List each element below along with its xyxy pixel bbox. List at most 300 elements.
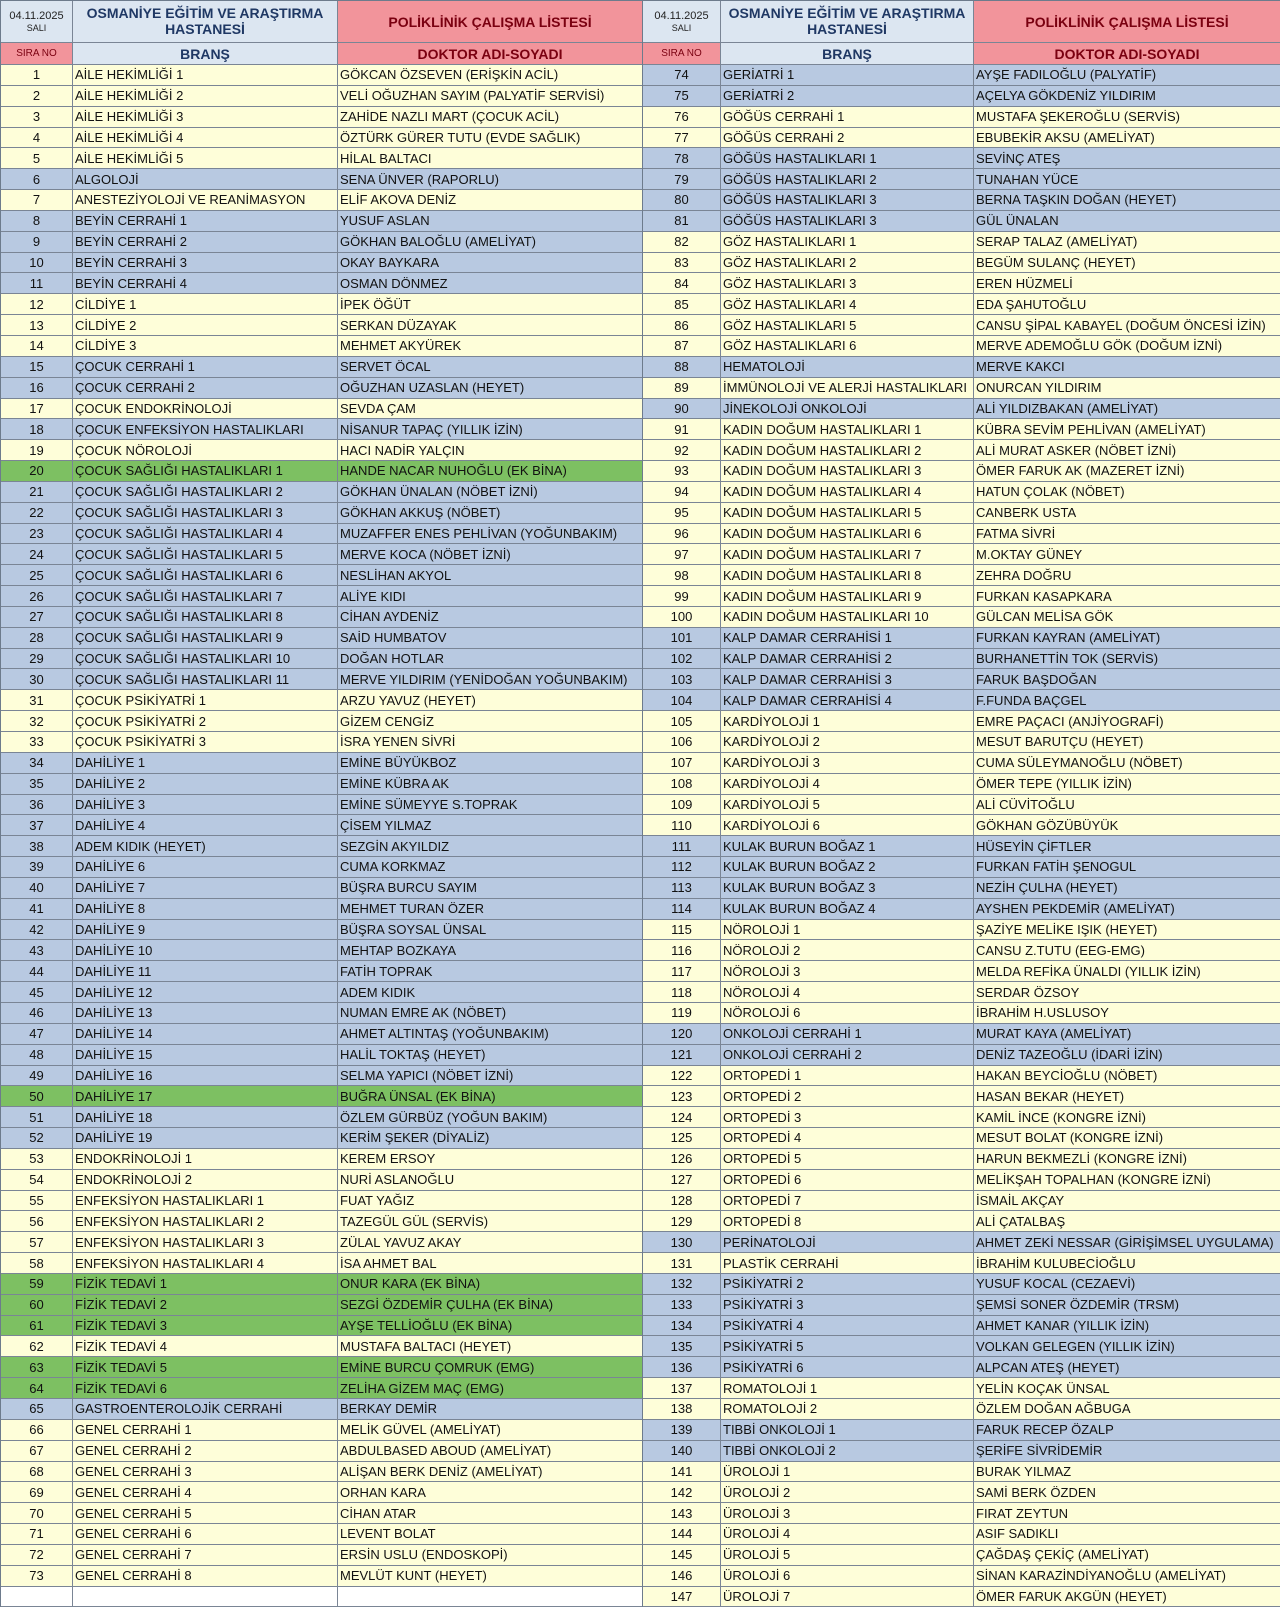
row-doctor: ŞEMSİ SONER ÖZDEMİR (TRSM)	[974, 1295, 1280, 1316]
row-branch: ÇOCUK SAĞLIĞI HASTALIKLARI 3	[73, 503, 338, 524]
row-branch: CİLDİYE 2	[73, 315, 338, 336]
row-branch	[73, 1587, 338, 1607]
row-branch: GÖZ HASTALIKLARI 6	[721, 336, 974, 357]
row-branch: ÇOCUK PSİKİYATRİ 3	[73, 732, 338, 753]
row-branch: KARDİYOLOJİ 5	[721, 795, 974, 816]
row-doctor: CUMA KORKMAZ	[338, 857, 643, 878]
row-number: 104	[643, 690, 721, 711]
row-branch: GÖĞÜS CERRAHİ 2	[721, 128, 974, 149]
row-number: 12	[1, 294, 73, 315]
row-branch: ÇOCUK SAĞLIĞI HASTALIKLARI 6	[73, 565, 338, 586]
row-doctor: MEVLÜT KUNT (HEYET)	[338, 1566, 643, 1587]
row-branch: KADIN DOĞUM HASTALIKLARI 10	[721, 607, 974, 628]
row-branch: GENEL CERRAHİ 5	[73, 1503, 338, 1524]
row-branch: DAHİLİYE 18	[73, 1107, 338, 1128]
row-doctor: ALİYE KIDI	[338, 586, 643, 607]
row-doctor: HASAN BEKAR (HEYET)	[974, 1086, 1280, 1107]
row-number: 135	[643, 1336, 721, 1357]
date-text: 04.11.2025	[9, 9, 64, 22]
row-doctor: ONURCAN YILDIRIM	[974, 378, 1280, 399]
row-doctor: CANSU Z.TUTU (EEG-EMG)	[974, 940, 1280, 961]
row-branch: ORTOPEDİ 4	[721, 1128, 974, 1149]
row-doctor: CANSU ŞİPAL KABAYEL (DOĞUM ÖNCESİ İZİN)	[974, 315, 1280, 336]
row-doctor: HARUN BEKMEZLİ (KONGRE İZNİ)	[974, 1149, 1280, 1170]
row-doctor: YUSUF KOCAL (CEZAEVİ)	[974, 1274, 1280, 1295]
row-branch: BEYİN CERRAHİ 2	[73, 232, 338, 253]
row-number: 6	[1, 169, 73, 190]
row-branch: KADIN DOĞUM HASTALIKLARI 1	[721, 419, 974, 440]
row-branch: JİNEKOLOJİ ONKOLOJİ	[721, 399, 974, 420]
row-number: 70	[1, 1503, 73, 1524]
row-doctor: SENA ÜNVER (RAPORLU)	[338, 169, 643, 190]
row-branch: ENFEKSİYON HASTALIKLARI 3	[73, 1232, 338, 1253]
row-number: 49	[1, 1066, 73, 1087]
row-branch: ROMATOLOJİ 1	[721, 1378, 974, 1399]
row-number: 4	[1, 128, 73, 149]
row-number: 35	[1, 774, 73, 795]
row-doctor: ERSİN USLU (ENDOSKOPİ)	[338, 1545, 643, 1566]
row-branch: ENFEKSİYON HASTALIKLARI 4	[73, 1253, 338, 1274]
row-doctor: CİHAN AYDENİZ	[338, 607, 643, 628]
row-number: 25	[1, 565, 73, 586]
row-doctor: NESLİHAN AKYOL	[338, 565, 643, 586]
row-number: 9	[1, 232, 73, 253]
row-doctor: OKAY BAYKARA	[338, 253, 643, 274]
row-doctor: ALİ YILDIZBAKAN (AMELİYAT)	[974, 399, 1280, 420]
row-doctor: HÜSEYİN ÇİFTLER	[974, 836, 1280, 857]
row-doctor: HATUN ÇOLAK (NÖBET)	[974, 482, 1280, 503]
row-doctor: ZAHİDE NAZLI MART (ÇOCUK ACİL)	[338, 107, 643, 128]
row-number: 64	[1, 1378, 73, 1399]
row-branch: KADIN DOĞUM HASTALIKLARI 6	[721, 524, 974, 545]
row-number: 38	[1, 836, 73, 857]
row-doctor: MERVE ADEMOĞLU GÖK (DOĞUM İZNİ)	[974, 336, 1280, 357]
row-number: 129	[643, 1211, 721, 1232]
row-number: 137	[643, 1378, 721, 1399]
row-doctor: ÖZTÜRK GÜRER TUTU (EVDE SAĞLIK)	[338, 128, 643, 149]
row-number: 62	[1, 1336, 73, 1357]
row-number: 88	[643, 357, 721, 378]
row-doctor: CİHAN ATAR	[338, 1503, 643, 1524]
row-number: 126	[643, 1149, 721, 1170]
row-number: 48	[1, 1045, 73, 1066]
row-branch: ONKOLOJİ CERRAHİ 1	[721, 1024, 974, 1045]
row-branch: PSİKİYATRİ 6	[721, 1357, 974, 1378]
row-branch: DAHİLİYE 7	[73, 878, 338, 899]
row-branch: ÇOCUK ENDOKRİNOLOJİ	[73, 399, 338, 420]
day-text: SALI	[671, 22, 692, 33]
row-branch: KULAK BURUN BOĞAZ 4	[721, 899, 974, 920]
row-branch: FİZİK TEDAVİ 5	[73, 1357, 338, 1378]
row-number: 16	[1, 378, 73, 399]
row-doctor: FARUK BAŞDOĞAN	[974, 669, 1280, 690]
row-doctor: ONUR KARA (EK BİNA)	[338, 1274, 643, 1295]
row-branch: PERİNATOLOJİ	[721, 1232, 974, 1253]
row-doctor: EDA ŞAHUTOĞLU	[974, 294, 1280, 315]
row-branch: TIBBİ ONKOLOJİ 1	[721, 1420, 974, 1441]
row-doctor: KERİM ŞEKER (DİYALİZ)	[338, 1128, 643, 1149]
row-number: 142	[643, 1482, 721, 1503]
row-branch: TIBBİ ONKOLOJİ 2	[721, 1441, 974, 1462]
row-number: 8	[1, 211, 73, 232]
row-branch: DAHİLİYE 1	[73, 753, 338, 774]
row-number: 51	[1, 1107, 73, 1128]
row-number: 85	[643, 294, 721, 315]
row-doctor: ŞAZİYE MELİKE IŞIK (HEYET)	[974, 920, 1280, 941]
row-branch: GÖĞÜS HASTALIKLARI 3	[721, 190, 974, 211]
row-branch: GENEL CERRAHİ 3	[73, 1462, 338, 1483]
row-branch: ALGOLOJİ	[73, 169, 338, 190]
row-number: 131	[643, 1253, 721, 1274]
row-number: 100	[643, 607, 721, 628]
row-branch: KARDİYOLOJİ 1	[721, 711, 974, 732]
row-number: 5	[1, 148, 73, 169]
row-number: 78	[643, 148, 721, 169]
row-branch: DAHİLİYE 3	[73, 795, 338, 816]
row-number: 58	[1, 1253, 73, 1274]
row-doctor: VELİ OĞUZHAN SAYIM (PALYATİF SERVİSİ)	[338, 86, 643, 107]
row-number: 68	[1, 1462, 73, 1483]
row-branch: GÖĞÜS CERRAHİ 1	[721, 107, 974, 128]
row-branch: BEYİN CERRAHİ 1	[73, 211, 338, 232]
row-number: 13	[1, 315, 73, 336]
row-doctor: OSMAN DÖNMEZ	[338, 273, 643, 294]
row-branch: GÖZ HASTALIKLARI 5	[721, 315, 974, 336]
row-number: 66	[1, 1420, 73, 1441]
row-doctor: EMİNE KÜBRA AK	[338, 774, 643, 795]
row-branch: PSİKİYATRİ 2	[721, 1274, 974, 1295]
row-number: 119	[643, 1003, 721, 1024]
row-branch: AİLE HEKİMLİĞİ 1	[73, 65, 338, 86]
row-doctor: BURHANETTİN TOK (SERVİS)	[974, 649, 1280, 670]
row-branch: DAHİLİYE 9	[73, 920, 338, 941]
row-doctor: BURAK YILMAZ	[974, 1462, 1280, 1483]
row-doctor: M.OKTAY GÜNEY	[974, 544, 1280, 565]
row-doctor: SERAP TALAZ (AMELİYAT)	[974, 232, 1280, 253]
row-branch: DAHİLİYE 11	[73, 961, 338, 982]
row-doctor: MUSTAFA BALTACI (HEYET)	[338, 1336, 643, 1357]
row-doctor: HACI NADİR YALÇIN	[338, 440, 643, 461]
row-doctor: ZEHRA DOĞRU	[974, 565, 1280, 586]
row-doctor: F.FUNDA BAÇGEL	[974, 690, 1280, 711]
row-doctor: SERDAR ÖZSOY	[974, 982, 1280, 1003]
row-number: 114	[643, 899, 721, 920]
row-number: 24	[1, 544, 73, 565]
row-number: 92	[643, 440, 721, 461]
row-doctor: MUZAFFER ENES PEHLİVAN (YOĞUNBAKIM)	[338, 524, 643, 545]
row-doctor: GÖKHAN ÜNALAN (NÖBET İZNİ)	[338, 482, 643, 503]
row-branch: ENDOKRİNOLOJİ 1	[73, 1149, 338, 1170]
row-branch: AİLE HEKİMLİĞİ 3	[73, 107, 338, 128]
row-number: 112	[643, 857, 721, 878]
row-doctor: ASIF SADIKLI	[974, 1524, 1280, 1545]
row-branch: DAHİLİYE 8	[73, 899, 338, 920]
row-doctor: ZÜLAL YAVUZ AKAY	[338, 1232, 643, 1253]
row-doctor: SAMİ BERK ÖZDEN	[974, 1482, 1280, 1503]
col-header-branch: BRANŞ	[721, 43, 974, 65]
row-branch: DAHİLİYE 19	[73, 1128, 338, 1149]
row-number: 122	[643, 1066, 721, 1087]
row-branch: GENEL CERRAHİ 4	[73, 1482, 338, 1503]
row-doctor: NİSANUR TAPAÇ (YILLIK İZİN)	[338, 419, 643, 440]
row-doctor: AHMET KANAR (YILLIK İZİN)	[974, 1316, 1280, 1337]
row-doctor: GÜLCAN MELİSA GÖK	[974, 607, 1280, 628]
row-number: 23	[1, 524, 73, 545]
row-doctor: CUMA SÜLEYMANOĞLU (NÖBET)	[974, 753, 1280, 774]
row-branch: FİZİK TEDAVİ 3	[73, 1316, 338, 1337]
row-doctor: ALİŞAN BERK DENİZ (AMELİYAT)	[338, 1462, 643, 1483]
row-number: 50	[1, 1086, 73, 1107]
row-number: 56	[1, 1211, 73, 1232]
row-number: 94	[643, 482, 721, 503]
row-number: 123	[643, 1086, 721, 1107]
row-number: 140	[643, 1441, 721, 1462]
row-doctor: TAZEGÜL GÜL (SERVİS)	[338, 1211, 643, 1232]
row-branch: KARDİYOLOJİ 4	[721, 774, 974, 795]
row-number: 46	[1, 1003, 73, 1024]
row-number: 139	[643, 1420, 721, 1441]
row-doctor: KEREM ERSOY	[338, 1149, 643, 1170]
right-table	[642, 0, 1280, 1607]
row-doctor: GÖKHAN AKKUŞ (NÖBET)	[338, 503, 643, 524]
row-doctor: ARZU YAVUZ (HEYET)	[338, 690, 643, 711]
col-header-branch: BRANŞ	[73, 43, 338, 65]
row-doctor: BÜŞRA BURCU SAYIM	[338, 878, 643, 899]
row-doctor: MUSTAFA ŞEKEROĞLU (SERVİS)	[974, 107, 1280, 128]
row-branch: DAHİLİYE 10	[73, 940, 338, 961]
row-number: 143	[643, 1503, 721, 1524]
row-number: 95	[643, 503, 721, 524]
col-header-doctor: DOKTOR ADI-SOYADI	[974, 43, 1280, 65]
row-number: 28	[1, 628, 73, 649]
row-branch: PSİKİYATRİ 4	[721, 1316, 974, 1337]
row-number: 115	[643, 920, 721, 941]
row-doctor: ALİ ÇATALBAŞ	[974, 1211, 1280, 1232]
row-branch: ÇOCUK SAĞLIĞI HASTALIKLARI 10	[73, 649, 338, 670]
row-number: 86	[643, 315, 721, 336]
row-doctor: ABDULBASED ABOUD (AMELİYAT)	[338, 1441, 643, 1462]
row-doctor: GÜL ÜNALAN	[974, 211, 1280, 232]
row-branch: DAHİLİYE 15	[73, 1045, 338, 1066]
list-title: POLİKLİNİK ÇALIŞMA LİSTESİ	[974, 1, 1280, 43]
row-number: 59	[1, 1274, 73, 1295]
row-doctor: AHMET ZEKİ NESSAR (GİRİŞİMSEL UYGULAMA)	[974, 1232, 1280, 1253]
row-number: 20	[1, 461, 73, 482]
row-number: 116	[643, 940, 721, 961]
row-doctor: ALİ MURAT ASKER (NÖBET İZNİ)	[974, 440, 1280, 461]
row-number: 32	[1, 711, 73, 732]
row-number: 101	[643, 628, 721, 649]
row-number: 147	[643, 1587, 721, 1607]
row-number: 125	[643, 1128, 721, 1149]
row-doctor: MURAT KAYA (AMELİYAT)	[974, 1024, 1280, 1045]
row-doctor: BEGÜM SULANÇ (HEYET)	[974, 253, 1280, 274]
row-number: 52	[1, 1128, 73, 1149]
row-number: 108	[643, 774, 721, 795]
row-number: 93	[643, 461, 721, 482]
row-doctor: AÇELYA GÖKDENİZ YILDIRIM	[974, 86, 1280, 107]
row-number: 15	[1, 357, 73, 378]
row-doctor: ORHAN KARA	[338, 1482, 643, 1503]
row-doctor: GİZEM CENGİZ	[338, 711, 643, 732]
row-doctor: OĞUZHAN UZASLAN (HEYET)	[338, 378, 643, 399]
row-branch: GÖĞÜS HASTALIKLARI 2	[721, 169, 974, 190]
row-branch: DAHİLİYE 4	[73, 815, 338, 836]
row-doctor: EMRE PAÇACI (ANJİYOGRAFİ)	[974, 711, 1280, 732]
row-doctor: AHMET ALTINTAŞ (YOĞUNBAKIM)	[338, 1024, 643, 1045]
row-doctor: GÖKHAN BALOĞLU (AMELİYAT)	[338, 232, 643, 253]
row-doctor: MEHTAP BOZKAYA	[338, 940, 643, 961]
hospital-name: OSMANİYE EĞİTİM VE ARAŞTIRMA HASTANESİ	[721, 1, 974, 43]
hospital-name: OSMANİYE EĞİTİM VE ARAŞTIRMA HASTANESİ	[73, 1, 338, 43]
row-branch: KALP DAMAR CERRAHİSİ 1	[721, 628, 974, 649]
row-number: 102	[643, 649, 721, 670]
row-number: 26	[1, 586, 73, 607]
row-doctor: SERKAN DÜZAYAK	[338, 315, 643, 336]
row-branch: CİLDİYE 1	[73, 294, 338, 315]
row-number: 113	[643, 878, 721, 899]
row-branch: ÜROLOJİ 3	[721, 1503, 974, 1524]
row-doctor: NEZİH ÇULHA (HEYET)	[974, 878, 1280, 899]
row-number: 118	[643, 982, 721, 1003]
day-text: SALI	[26, 22, 47, 33]
row-branch: ÇOCUK SAĞLIĞI HASTALIKLARI 9	[73, 628, 338, 649]
row-doctor: HİLAL BALTACI	[338, 148, 643, 169]
row-number: 30	[1, 669, 73, 690]
row-doctor: AYŞE TELLİOĞLU (EK BİNA)	[338, 1316, 643, 1337]
row-doctor: ALPCAN ATEŞ (HEYET)	[974, 1357, 1280, 1378]
row-number: 117	[643, 961, 721, 982]
row-number: 110	[643, 815, 721, 836]
row-number: 97	[643, 544, 721, 565]
row-branch: ÇOCUK NÖROLOJİ	[73, 440, 338, 461]
row-doctor: FATİH TOPRAK	[338, 961, 643, 982]
row-branch: ORTOPEDİ 1	[721, 1066, 974, 1087]
row-branch: NÖROLOJİ 6	[721, 1003, 974, 1024]
row-number: 141	[643, 1462, 721, 1483]
row-number: 3	[1, 107, 73, 128]
row-branch: ORTOPEDİ 8	[721, 1211, 974, 1232]
row-doctor: FURKAN FATİH ŞENOGUL	[974, 857, 1280, 878]
row-branch: BEYİN CERRAHİ 3	[73, 253, 338, 274]
row-branch: AİLE HEKİMLİĞİ 4	[73, 128, 338, 149]
row-doctor: SERVET ÖCAL	[338, 357, 643, 378]
row-branch: FİZİK TEDAVİ 6	[73, 1378, 338, 1399]
row-number: 89	[643, 378, 721, 399]
row-number: 53	[1, 1149, 73, 1170]
row-number: 106	[643, 732, 721, 753]
row-number: 146	[643, 1566, 721, 1587]
row-doctor: YUSUF ASLAN	[338, 211, 643, 232]
row-number: 124	[643, 1107, 721, 1128]
row-number: 31	[1, 690, 73, 711]
row-branch: PSİKİYATRİ 5	[721, 1336, 974, 1357]
row-number: 96	[643, 524, 721, 545]
row-branch: KADIN DOĞUM HASTALIKLARI 8	[721, 565, 974, 586]
row-number: 41	[1, 899, 73, 920]
row-doctor: ÇİSEM YILMAZ	[338, 815, 643, 836]
row-number: 109	[643, 795, 721, 816]
row-branch: ENDOKRİNOLOJİ 2	[73, 1170, 338, 1191]
row-number: 45	[1, 982, 73, 1003]
row-branch: GÖZ HASTALIKLARI 1	[721, 232, 974, 253]
row-branch: FİZİK TEDAVİ 2	[73, 1295, 338, 1316]
row-doctor: FIRAT ZEYTUN	[974, 1503, 1280, 1524]
row-number: 54	[1, 1170, 73, 1191]
row-doctor: DENİZ TAZEOĞLU (İDARİ İZİN)	[974, 1045, 1280, 1066]
row-branch: KALP DAMAR CERRAHİSİ 4	[721, 690, 974, 711]
row-number: 37	[1, 815, 73, 836]
row-branch: GENEL CERRAHİ 1	[73, 1420, 338, 1441]
row-doctor: BERNA TAŞKIN DOĞAN (HEYET)	[974, 190, 1280, 211]
row-branch: ÇOCUK SAĞLIĞI HASTALIKLARI 8	[73, 607, 338, 628]
row-number: 83	[643, 253, 721, 274]
row-number: 67	[1, 1441, 73, 1462]
list-title: POLİKLİNİK ÇALIŞMA LİSTESİ	[338, 1, 643, 43]
row-branch: AİLE HEKİMLİĞİ 2	[73, 86, 338, 107]
row-number: 57	[1, 1232, 73, 1253]
row-number: 99	[643, 586, 721, 607]
col-header-no: SIRA NO	[1, 43, 73, 65]
row-branch: ORTOPEDİ 2	[721, 1086, 974, 1107]
row-number: 138	[643, 1399, 721, 1420]
row-branch: GÖZ HASTALIKLARI 2	[721, 253, 974, 274]
row-doctor: HAKAN BEYCİOĞLU (NÖBET)	[974, 1066, 1280, 1087]
row-number: 80	[643, 190, 721, 211]
row-branch: DAHİLİYE 2	[73, 774, 338, 795]
row-doctor: BUĞRA ÜNSAL (EK BİNA)	[338, 1086, 643, 1107]
row-doctor: EMİNE SÜMEYYE S.TOPRAK	[338, 795, 643, 816]
row-doctor: MELİKŞAH TOPALHAN (KONGRE İZNİ)	[974, 1170, 1280, 1191]
row-branch: GÖZ HASTALIKLARI 4	[721, 294, 974, 315]
row-branch: GERİATRİ 1	[721, 65, 974, 86]
row-doctor: HALİL TOKTAŞ (HEYET)	[338, 1045, 643, 1066]
row-doctor: ÖZLEM GÜRBÜZ (YOĞUN BAKIM)	[338, 1107, 643, 1128]
date-cell	[1, 1, 73, 43]
row-branch: GERİATRİ 2	[721, 86, 974, 107]
row-doctor: FURKAN KASAPKARA	[974, 586, 1280, 607]
row-doctor: CANBERK USTA	[974, 503, 1280, 524]
row-branch: İMMÜNOLOJİ VE ALERJİ HASTALIKLARI	[721, 378, 974, 399]
row-doctor: SAİD HUMBATOV	[338, 628, 643, 649]
date-text: 04.11.2025	[654, 9, 709, 22]
row-number: 77	[643, 128, 721, 149]
row-number: 134	[643, 1316, 721, 1337]
row-number: 87	[643, 336, 721, 357]
row-branch: ÜROLOJİ 1	[721, 1462, 974, 1483]
row-branch: ÇOCUK CERRAHİ 2	[73, 378, 338, 399]
row-branch: ÜROLOJİ 6	[721, 1566, 974, 1587]
row-branch: ÜROLOJİ 2	[721, 1482, 974, 1503]
row-doctor: FUAT YAĞIZ	[338, 1191, 643, 1212]
row-number: 74	[643, 65, 721, 86]
row-number: 55	[1, 1191, 73, 1212]
row-number: 76	[643, 107, 721, 128]
row-doctor: ALİ CÜVİTOĞLU	[974, 795, 1280, 816]
row-number: 132	[643, 1274, 721, 1295]
row-doctor: NUMAN EMRE AK (NÖBET)	[338, 1003, 643, 1024]
row-doctor: İSA AHMET BAL	[338, 1253, 643, 1274]
row-doctor: SEZGİN AKYILDIZ	[338, 836, 643, 857]
row-branch: FİZİK TEDAVİ 1	[73, 1274, 338, 1295]
row-branch: ÇOCUK CERRAHİ 1	[73, 357, 338, 378]
row-branch: ANESTEZİYOLOJİ VE REANİMASYON	[73, 190, 338, 211]
row-number: 121	[643, 1045, 721, 1066]
row-number: 34	[1, 753, 73, 774]
row-doctor: YELİN KOÇAK ÜNSAL	[974, 1378, 1280, 1399]
row-branch: ÜROLOJİ 5	[721, 1545, 974, 1566]
row-number: 29	[1, 649, 73, 670]
